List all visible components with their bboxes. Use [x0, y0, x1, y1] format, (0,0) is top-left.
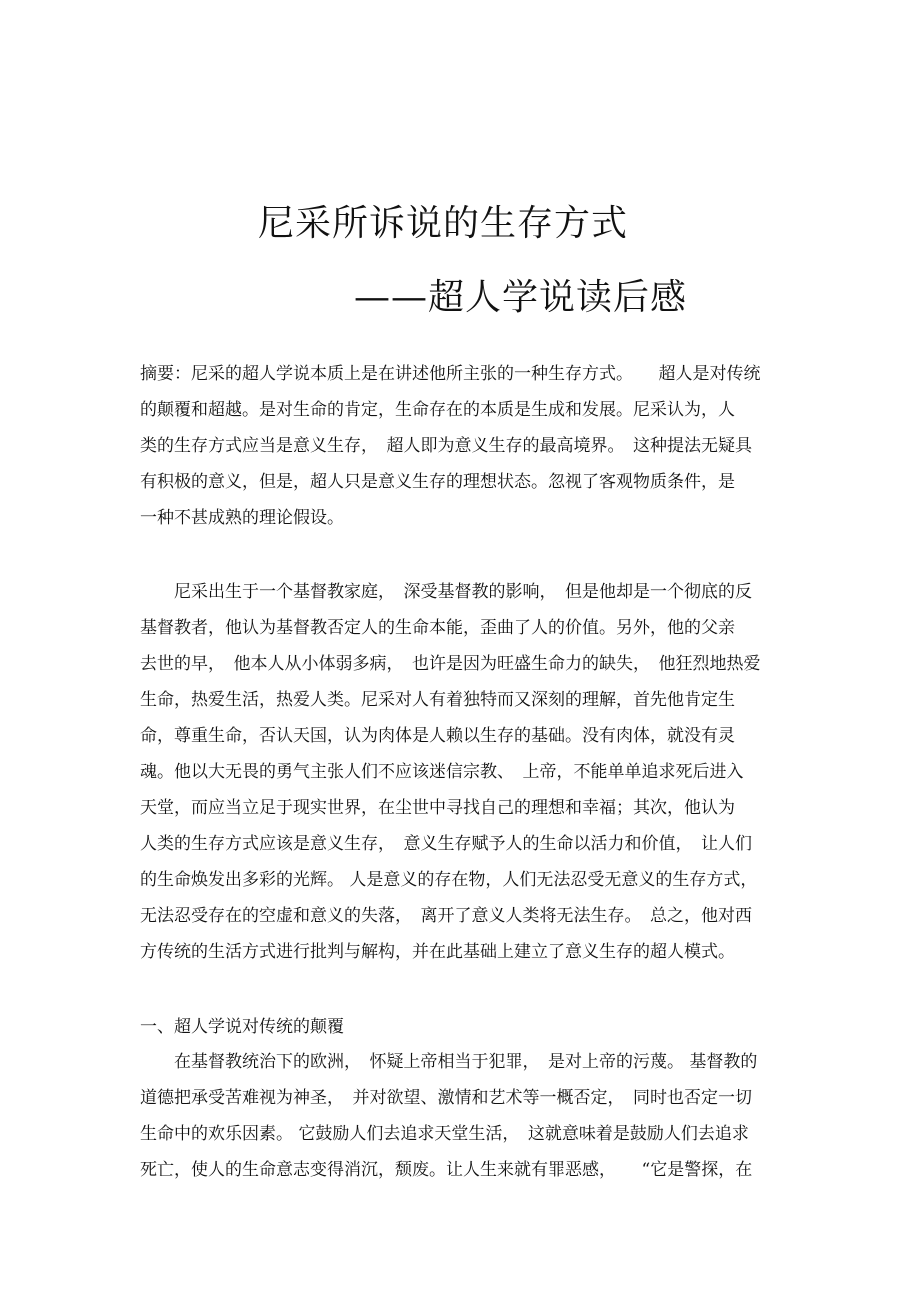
- text-line: 摘要：尼采的超人学说本质上是在讲述他所主张的一种生存方式。 超人是对传统: [140, 364, 761, 384]
- text-line: 基督教者，他认为基督教否定人的生命本能，歪曲了人的价值。另外，他的父亲: [140, 618, 735, 638]
- text-line: 方传统的生活方式进行批判与解构，并在此基础上建立了意义生存的超人模式。: [140, 942, 735, 962]
- text-line: 道德把承受苦难视为神圣， 并对欲望、激情和艺术等一概否定， 同时也否定一切: [140, 1088, 752, 1108]
- text-line: 魂。他以大无畏的勇气主张人们不应该迷信宗教、 上帝，不能单单追求死后进入: [140, 762, 744, 782]
- text-line: 死亡，使人的生命意志变得消沉，颓废。让人生来就有罪恶感， “它是警探，在: [140, 1160, 753, 1180]
- text-line: 命，尊重生命，否认天国，认为肉体是人赖以生存的基础。没有肉体，就没有灵: [140, 726, 735, 746]
- text-line: 尼采出生于一个基督教家庭， 深受基督教的影响， 但是他却是一个彻底的反: [140, 582, 752, 602]
- text-line: 天堂，而应当立足于现实世界，在尘世中寻找自己的理想和幸福；其次，他认为: [140, 798, 735, 818]
- document-subtitle: ——超人学说读后感: [354, 277, 688, 318]
- text-line: 的颠覆和超越。是对生命的肯定，生命存在的本质是生成和发展。尼采认为，人: [140, 400, 735, 420]
- text-line: 去世的早， 他本人从小体弱多病， 也许是因为旺盛生命力的缺失， 他狂烈地热爱: [140, 654, 761, 674]
- document-title: 尼采所诉说的生存方式: [258, 203, 629, 244]
- text-line: 生命，热爱生活，热爱人类。尼采对人有着独特而又深刻的理解，首先他肯定生: [140, 690, 735, 710]
- text-line: 生命中的欢乐因素。 它鼓励人们去追求天堂生活， 这就意味着是鼓励人们去追求: [140, 1124, 749, 1144]
- text-line: 在基督教统治下的欧洲， 怀疑上帝相当于犯罪， 是对上帝的污蔑。 基督教的: [140, 1052, 758, 1072]
- text-line: 类的生存方式应当是意义生存， 超人即为意义生存的最高境界。 这种提法无疑具: [140, 436, 752, 456]
- text-line: 的生命焕发出多彩的光辉。 人是意义的存在物，人们无法忍受无意义的生存方式，: [140, 870, 758, 890]
- body-paragraph-1: [140, 574, 790, 970]
- section-heading: [140, 1009, 790, 1045]
- text-line: 人类的生存方式应该是意义生存， 意义生存赋予人的生命以活力和价值， 让人们: [140, 834, 752, 854]
- abstract-paragraph: [140, 356, 790, 536]
- text-line: 无法忍受存在的空虚和意义的失落， 离开了意义人类将无法生存。 总之，他对西: [140, 906, 752, 926]
- text-line: 一种不甚成熟的理论假设。: [140, 508, 344, 528]
- section-heading-text: 一、超人学说对传统的颠覆: [140, 1017, 344, 1037]
- text-line: 有积极的意义，但是，超人只是意义生存的理想状态。忽视了客观物质条件，是: [140, 472, 735, 492]
- body-paragraph-2: [140, 1044, 790, 1188]
